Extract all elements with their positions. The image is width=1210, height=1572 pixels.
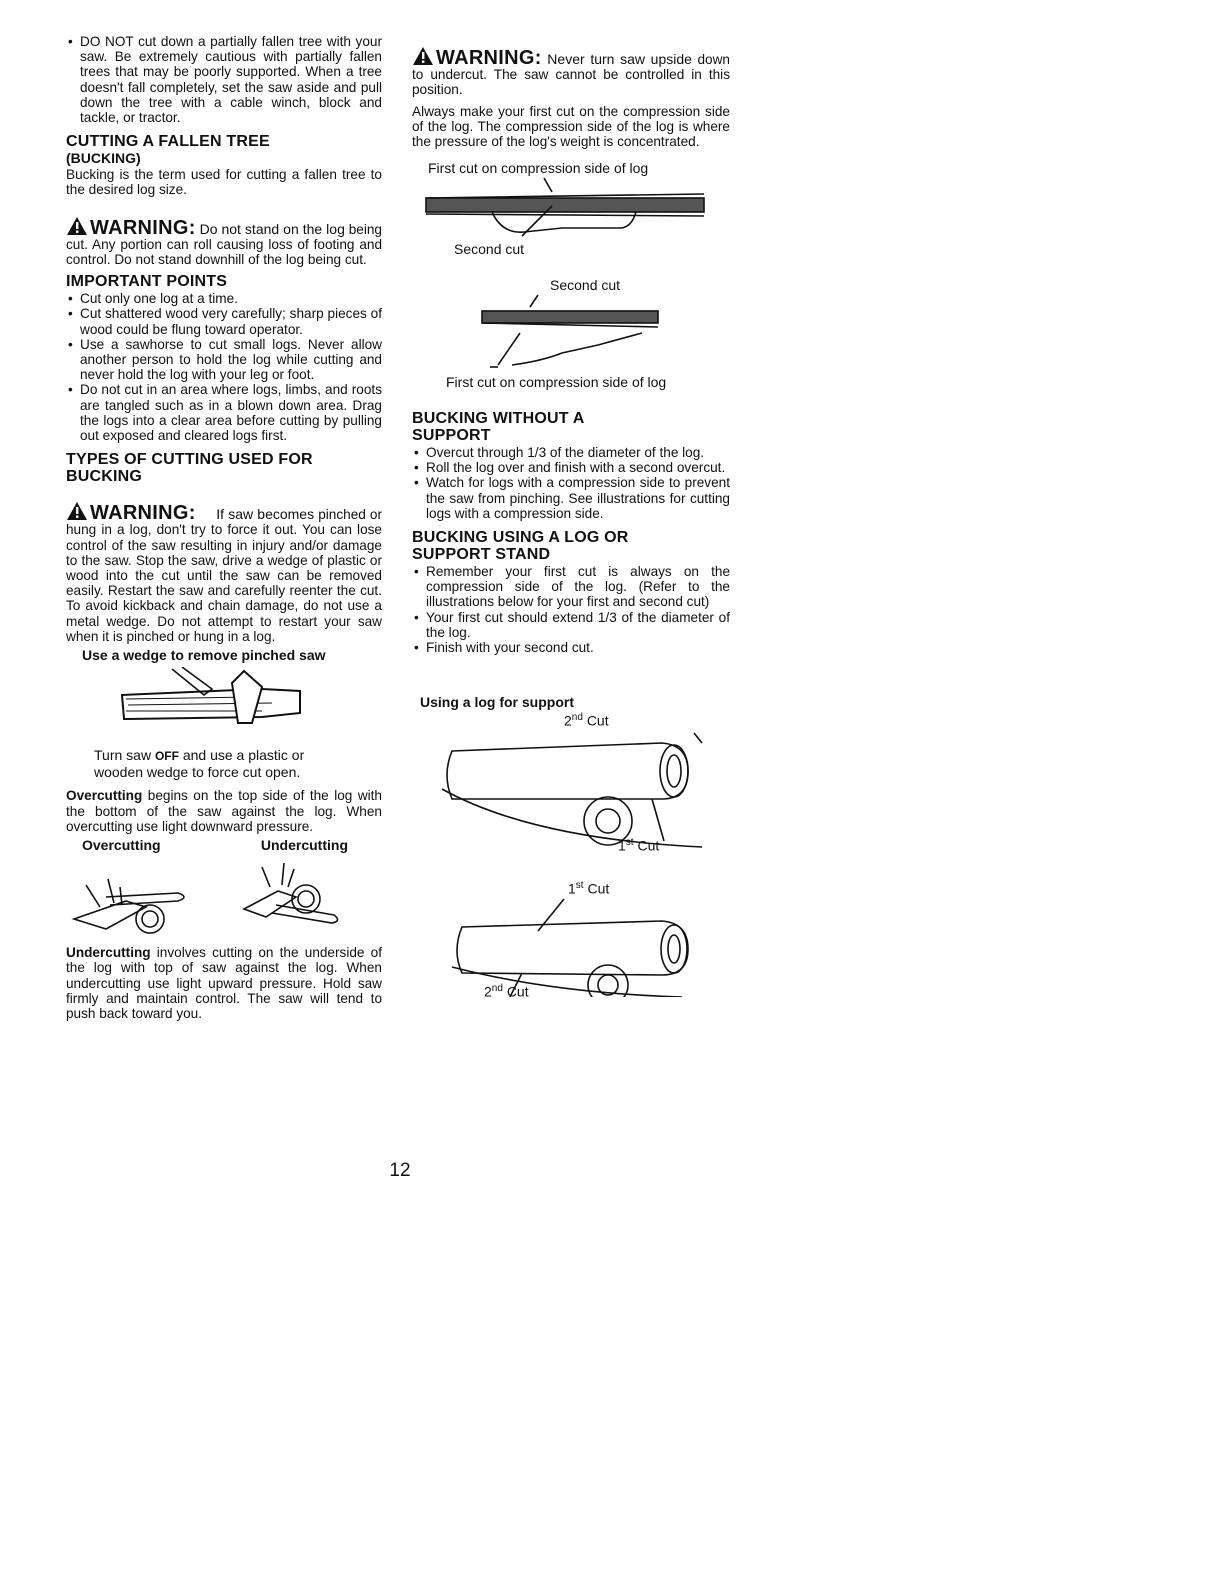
fig1-top-label: First cut on compression side of log <box>428 160 649 177</box>
cut-labels-row <box>66 838 382 853</box>
warning-triangle-icon <box>66 501 88 521</box>
warning-triangle-icon <box>412 46 434 66</box>
list-item: • Use a sawhorse to cut small logs. Never allow another person to hold the log while cutting and never hold the log with your leg or foot. <box>66 337 382 383</box>
wedge-caption: Use a wedge to remove pinched saw <box>82 647 326 664</box>
compression-paragraph: Always make your first cut on the compression side of the log. The compression side of the log is where the pressure of the log's weight is concentrated. <box>412 103 730 150</box>
intro-bullet: • DO NOT cut down a partially fallen tree with your saw. Be extremely cautious with partially fallen trees that may be poorly supported. When a tree doesn't fall completely, set the saw aside and pull down the tree with a cable winch, block and tackle, or tractor. <box>66 34 382 125</box>
list-item: • Finish with your second cut. <box>412 640 730 655</box>
fig2-top-label: Second cut <box>550 276 621 293</box>
warning-pinched-saw <box>66 501 382 644</box>
warning-label: WARNING: <box>90 216 196 239</box>
page-number: 12 <box>389 1160 411 1181</box>
overcutting-paragraph: Overcutting begins on the top side of the log with the bottom of the saw against the log. When overcutting use light downward pressure. <box>66 788 382 834</box>
warning-label: WARNING: <box>436 47 542 69</box>
list-item: • Overcut through 1/3 of the diameter of the log. <box>412 445 730 460</box>
list-item: • Remember your first cut is always on the compression side of the log. (Refer to the illustrations below for your first and second cut) <box>412 564 730 610</box>
fig4-top-label: 1st Cut <box>568 880 610 897</box>
undercutting-paragraph: Undercutting involves cutting on the underside of the log with top of saw against the log. When undercutting use light upward pressure. Hold saw firmly and maintain control. The saw will tend to push back toward you. <box>66 945 382 1021</box>
warning-lead: Do not stand on the log <box>199 220 345 237</box>
warning-lead: Never turn saw upside <box>547 51 692 67</box>
warning-text: being cut. Any portion can roll causing loss of footing and control. Do not stand downhill of the log being cut. <box>66 221 382 268</box>
log-support-illustration-1 <box>412 729 712 849</box>
list-item: • Watch for logs with a compression side to prevent the saw from pinching. See illustrations for cutting logs with a compression side. <box>412 475 730 521</box>
bucking-using-log-list <box>412 564 730 655</box>
compression-bottom-illustration <box>412 293 712 379</box>
over-under-cutting-illustration <box>66 857 366 937</box>
warning-upside-down <box>412 46 730 98</box>
fig1-bottom-label: Second cut <box>454 241 525 258</box>
fig3-top-label: 2nd Cut <box>564 712 609 730</box>
left-column <box>66 34 382 1029</box>
warning-text: pinched or hung in a log, don't try to force it out. You can lose control of the saw resulting in injury and/or damage to the saw. Stop the saw, drive a wedge of plastic or wood into the cut until the saw can be removed easily. Restart the saw and carefully reenter the cut. To avoid kickback and chain damage, do not use a metal wedge. Do not attempt to restart your saw when it is pinched or hung in a log. <box>66 507 383 644</box>
list-item: • Cut shattered wood very carefully; sharp pieces of wood could be flung toward operator. <box>66 306 382 336</box>
bucking-definition: Bucking is the term used for cutting a fallen tree to the desired log size. <box>66 167 382 198</box>
compression-top-illustration <box>412 176 712 246</box>
wedge-note: Turn saw OFF and use a plastic or wooden wedge to force cut open. <box>94 747 305 781</box>
right-column <box>412 46 730 1000</box>
warning-text: down to undercut. The saw cannot be controlled in this position. <box>412 52 730 98</box>
fig4-bottom-label: 2nd Cut <box>484 983 529 1000</box>
important-points-heading: IMPORTANT POINTS <box>66 273 228 291</box>
warning-triangle-icon <box>66 216 88 236</box>
warning-stand-on-log <box>66 216 382 268</box>
overcutting-label: Overcutting <box>82 836 161 853</box>
warning-lead: If saw becomes <box>216 506 315 523</box>
fig2-bottom-label: First cut on compression side of log <box>446 373 667 390</box>
bucking-without-support-heading: BUCKING WITHOUT A SUPPORT <box>412 410 584 445</box>
types-of-cutting-heading: TYPES OF CUTTING USED FOR BUCKING <box>66 451 313 486</box>
support-caption: Using a log for support <box>420 694 574 711</box>
intro-list <box>66 34 382 125</box>
list-item: • Cut only one log at a time. <box>66 291 382 306</box>
fig3-bottom-label: 1st Cut <box>618 837 660 854</box>
important-points-list <box>66 291 382 443</box>
warning-label: WARNING: <box>90 502 196 525</box>
list-item: • Your first cut should extend 1/3 of the diameter of the log. <box>412 610 730 640</box>
fallen-tree-heading: CUTTING A FALLEN TREE <box>66 133 270 151</box>
undercutting-label: Undercutting <box>260 836 348 853</box>
bucking-using-log-heading: BUCKING USING A LOG OR SUPPORT STAND <box>412 529 629 564</box>
bucking-subheading: (BUCKING) <box>66 150 141 167</box>
bucking-without-support-list <box>412 445 730 521</box>
list-item: • Roll the log over and finish with a second overcut. <box>412 460 730 475</box>
list-item: • Do not cut in an area where logs, limbs, and roots are tangled such as in a blown down area. Drag the logs into a clear area before cutting by pulling out exposed and cleared logs first. <box>66 382 382 443</box>
wedge-illustration <box>112 667 312 737</box>
